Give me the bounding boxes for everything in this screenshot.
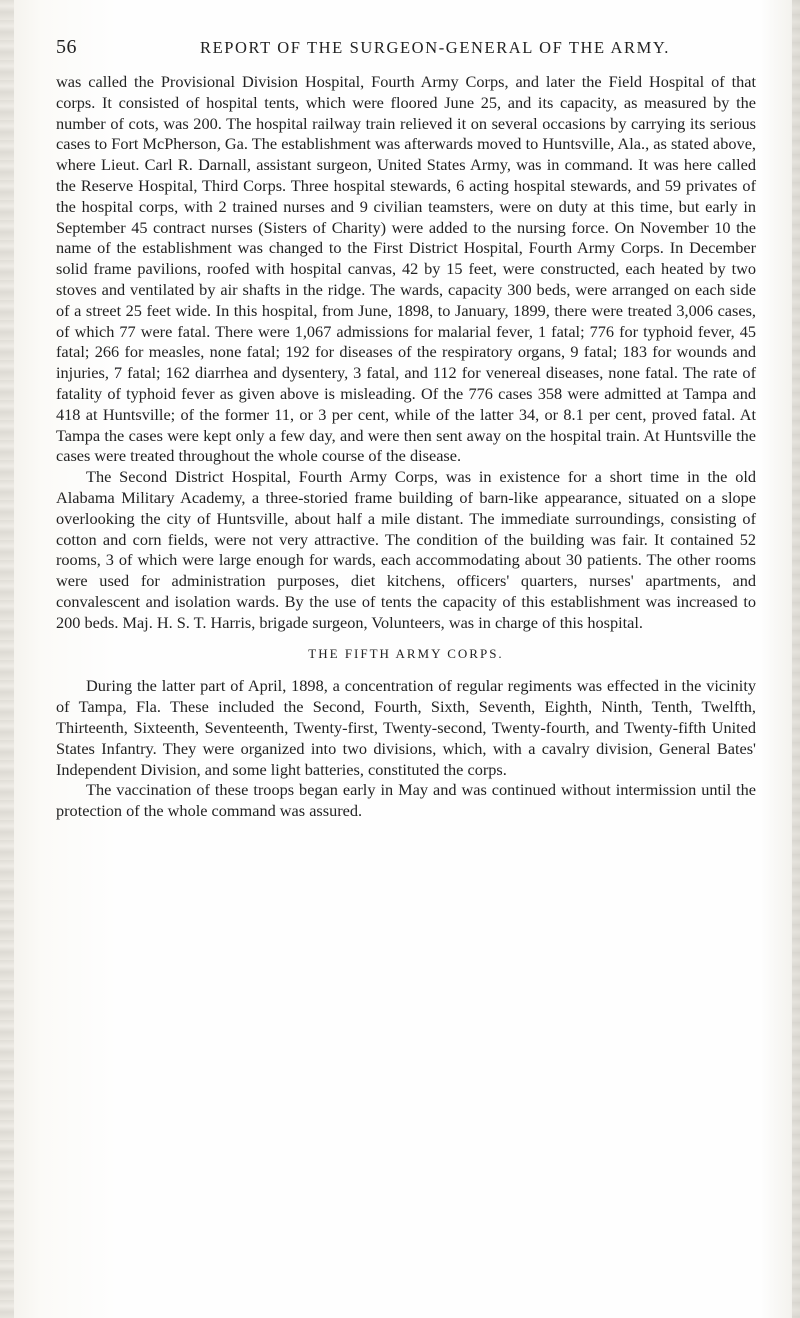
- paragraph-fifth-corps-concentration: During the latter part of April, 1898, a concentration of regular regiments was effected in the vicinity of Tampa, Fla. These included the Second, Fourth, Sixth, Seventh, Eighth, Ninth, Tenth, Twelfth, Thirteenth, Sixteenth, Seventeenth, Twenty-first, Twenty-second, Twenty-fourth, and Twenty-fifth United States Infantry. They were organized into two divisions, which, with a cavalry division, General Bates' Independent Division, and some light batteries, constituted the corps.: [56, 676, 756, 779]
- running-head: REPORT OF THE SURGEON-GENERAL OF THE ARMY.: [199, 38, 671, 57]
- paragraph-second-district-hospital: The Second District Hospital, Fourth Army Corps, was in existence for a short time in the old Alabama Military Academy, a three-storied frame building of barn-like appearance, situated on a slope overlooking the city of Huntsville, about half a mile distant. The immediate surroundings, consisting of cotton and corn fields, were not very attractive. The condition of the building was fair. It contained 52 rooms, 3 of which were large enough for wards, each accommodating about 30 patients. The other rooms were used for administration purposes, diet kitchens, officers' quarters, nurses' apartments, and convalescent and isolation wards. By the use of tents the capacity of this establishment was increased to 200 beds. Maj. H. S. T. Harris, brigade surgeon, Volunteers, was in charge of this hospital.: [56, 467, 756, 632]
- page-right-edge: [792, 0, 800, 1318]
- page-number: 56: [56, 36, 77, 58]
- page-header: [56, 36, 756, 62]
- page-binding-edge: [0, 0, 14, 1318]
- paragraph-continued: was called the Provisional Division Hospital, Fourth Army Corps, and later the Field Hospital of that corps. It consisted of hospital tents, which were floored June 25, and its capacity, as measured by the number of cots, was 200. The hospital railway train relieved it on several occasions by carrying its serious cases to Fort McPherson, Ga. The establishment was afterwards moved to Huntsville, Ala., as stated above, where Lieut. Carl R. Darnall, assistant surgeon, United States Army, was in command. It was here called the Reserve Hospital, Third Corps. Three hospital stewards, 6 acting hospital stewards, and 59 privates of the hospital corps, with 2 trained nurses and 9 civilian teamsters, were on duty at this time, but early in September 45 contract nurses (Sisters of Charity) were added to the nursing force. On November 10 the name of the establishment was changed to the First District Hospital, Fourth Army Corps. In December solid frame pavilions, roofed with hospital canvas, 42 by 15 feet, were constructed, each heated by two stoves and ventilated by air shafts in the ridge. The wards, capacity 300 beds, were arranged on each side of a street 25 feet wide. In this hospital, from June, 1898, to January, 1899, there were treated 3,006 cases, of which 77 were fatal. There were 1,067 admissions for malarial fever, 1 fatal; 776 for typhoid fever, 45 fatal; 266 for measles, none fatal; 192 for diseases of the respiratory organs, 9 fatal; 183 for wounds and injuries, 7 fatal; 162 diarrhea and dysentery, 3 fatal, and 112 for venereal diseases, none fatal. The rate of fatality of typhoid fever as given above is misleading. Of the 776 cases 358 were admitted at Tampa and 418 at Huntsville; of the former 11, or 3 per cent, while of the latter 34, or 8.1 per cent, proved fatal. At Tampa the cases were kept only a few day, and were then sent away on the hospital train. At Huntsville the cases were treated throughout the whole course of the disease.: [56, 72, 756, 466]
- paragraph-vaccination: The vaccination of these troops began early in May and was continued without intermission until the protection of the whole command was assured.: [56, 780, 756, 821]
- section-heading: THE FIFTH ARMY CORPS.: [308, 645, 504, 661]
- body-text: [56, 72, 756, 822]
